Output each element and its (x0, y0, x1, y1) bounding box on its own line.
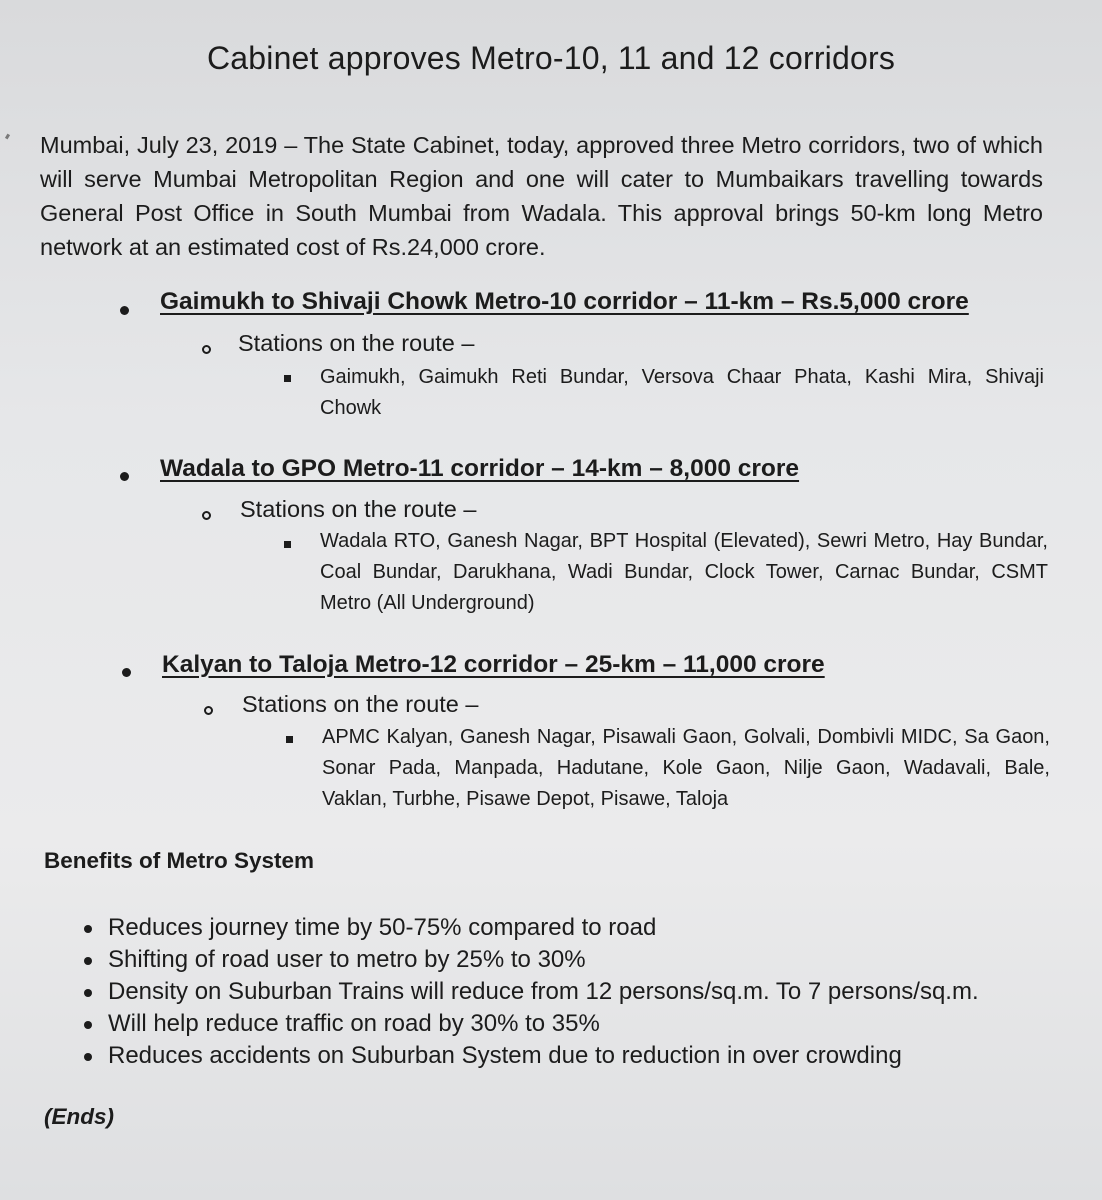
sub-bullet-ring (202, 511, 211, 520)
station-list: Wadala RTO, Ganesh Nagar, BPT Hospital (Elevated), Sewri Metro, Hay Bundar, Coal Bundar, Darukhana, Wadi Bundar, Clock Tower, Carnac Bundar, CSMT Metro (All Underground) (320, 530, 1048, 614)
stations-label: Stations on the route – (242, 691, 479, 717)
benefit-text: Reduces accidents on Suburban System due to reduction in over crowding (108, 1042, 902, 1069)
stations-label: Stations on the route – (240, 496, 477, 522)
benefits-list (82, 912, 1054, 1072)
station-list: Gaimukh, Gaimukh Reti Bundar, Versova Chaar Phata, Kashi Mira, Shivaji Chowk (320, 366, 1044, 419)
benefit-item (82, 944, 1054, 976)
stations-label: Stations on the route – (238, 330, 475, 356)
benefit-item (82, 912, 1054, 944)
benefit-text: Density on Suburban Trains will reduce from 12 persons/sq.m. To 7 persons/sq.m. (108, 978, 979, 1005)
bullet-dot (84, 1021, 92, 1029)
benefit-text: Will help reduce traffic on road by 30% to 35% (108, 1010, 600, 1037)
intro-paragraph: Mumbai, July 23, 2019 – The State Cabinet, today, approved three Metro corridors, two of which will serve Mumbai Metropolitan Region and one will cater to Mumbaikars travelling towards General Post Office in South Mumbai from Wadala. This approval brings 50-km long Metro network at an estimated cost of Rs.24,000 crore. (40, 132, 1043, 260)
corridor-title: Gaimukh to Shivaji Chowk Metro-10 corridor – 11-km – Rs.5,000 crore (160, 288, 969, 315)
benefit-item (82, 976, 1054, 1008)
bullet-dot (120, 306, 129, 315)
corridor-title: Kalyan to Taloja Metro-12 corridor – 25-km – 11,000 crore (162, 651, 825, 678)
bullet-dot (122, 668, 131, 677)
sub-sub-bullet-square (286, 736, 293, 743)
bullet-dot (84, 957, 92, 965)
benefits-heading: Benefits of Metro System (44, 848, 315, 873)
station-list: APMC Kalyan, Ganesh Nagar, Pisawali Gaon, Golvali, Dombivli MIDC, Sa Gaon, Sonar Pada, Manpada, Hadutane, Kole Gaon, Nilje Gaon, Wadavali, Bale, Vaklan, Turbhe, Pisawe Depot, Pisawe, Taloja (322, 726, 1050, 810)
sub-bullet-ring (204, 706, 213, 715)
bullet-dot (84, 1053, 92, 1061)
benefit-item (82, 1008, 1054, 1040)
benefit-text: Shifting of road user to metro by 25% to 30% (108, 946, 586, 973)
ends-marker: (Ends) (44, 1104, 114, 1129)
bullet-dot (84, 925, 92, 933)
bullet-dot (84, 989, 92, 997)
document-title: Cabinet approves Metro-10, 11 and 12 corridors (206, 40, 896, 76)
sub-bullet-ring (202, 345, 211, 354)
benefit-item (82, 1040, 1054, 1072)
scan-speck (5, 134, 10, 140)
sub-sub-bullet-square (284, 375, 291, 382)
bullet-dot (120, 472, 129, 481)
corridor-title: Wadala to GPO Metro-11 corridor – 14-km – 8,000 crore (160, 455, 800, 482)
benefit-text: Reduces journey time by 50-75% compared to road (108, 914, 657, 941)
sub-sub-bullet-square (284, 541, 291, 548)
